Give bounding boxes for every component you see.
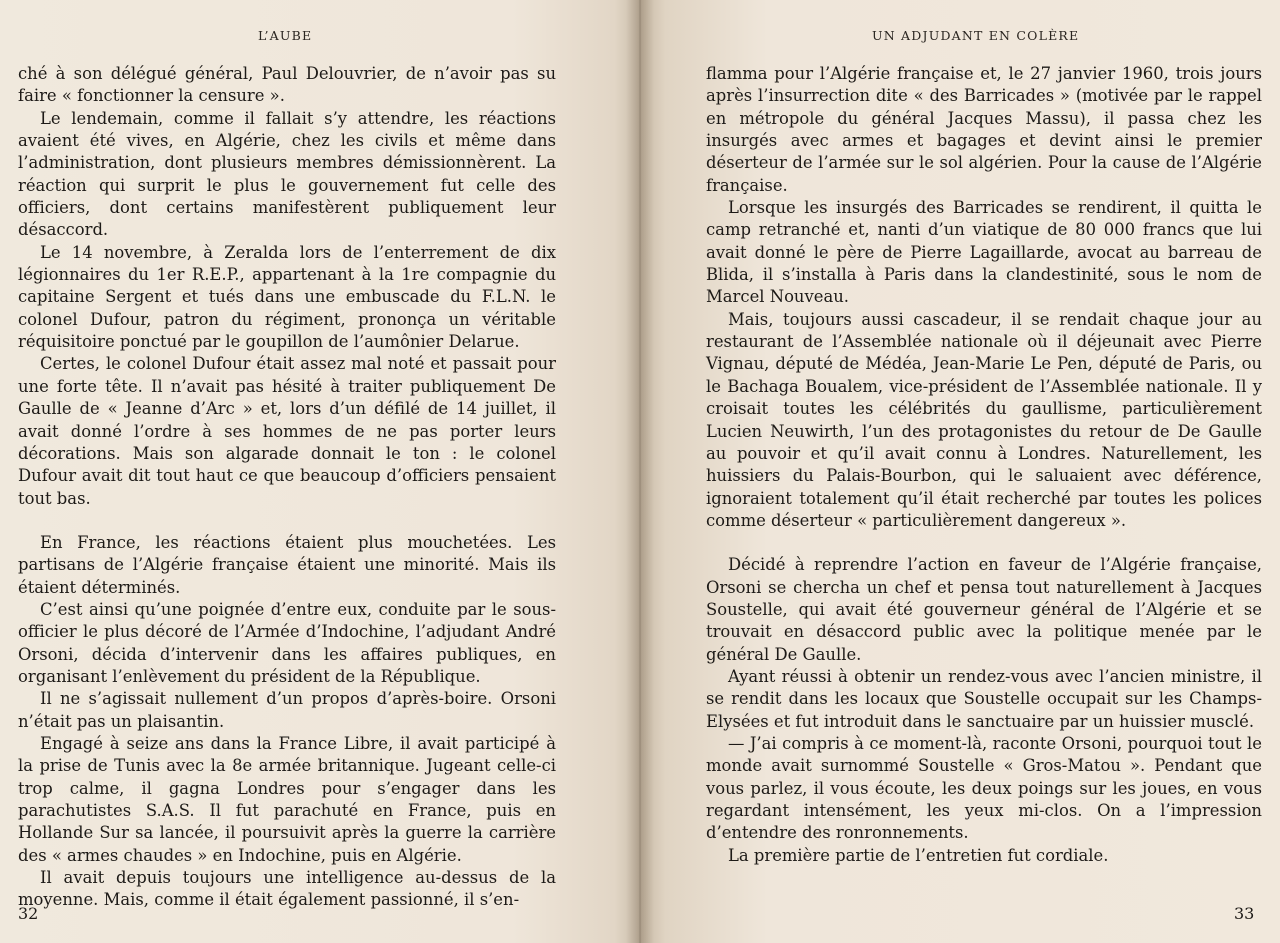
page-number-left: 32 (18, 904, 39, 923)
paragraph: En France, les réactions étaient plus mouchetées. Les partisans de l’Algérie française étaient une minorité. Mais ils étaient déterminés. (18, 532, 556, 597)
paragraph: — J’ai compris à ce moment-là, raconte Orsoni, pourquoi tout le monde avait surnommé Soustelle « Gros-Matou ». Pendant que vous parlez, il vous écoute, les deux poings sur les joues, en vous regardant intensément, les yeux mi-clos. On a l’impression d’entendre des ronronnements. (706, 733, 1262, 843)
paragraph: Il ne s’agissait nullement d’un propos d’après-boire. Orsoni n’était pas un plaisantin. (18, 689, 556, 731)
paragraph: Le lendemain, comme il fallait s’y attendre, les réactions avaient été vives, en Algérie, chez les civils et même dans l’administration, dont plusieurs membres démissionnèrent. La réaction qui surprit le plus le gouvernement fut celle des officiers, dont certains manifestèrent publiquement leur désaccord. (18, 108, 556, 240)
paragraph: Il avait depuis toujours une intelligence au-dessus de la moyenne. Mais, comme il était également passionné, il s’en- (18, 868, 556, 910)
book-gutter (626, 0, 654, 943)
page-number-right: 33 (1234, 904, 1255, 923)
paragraph: flamma pour l’Algérie française et, le 27 janvier 1960, trois jours après l’insurrection dite « des Barricades » (motivée par le rappel en métropole du général Jacques Massu), il passa chez les insurgés avec armes et bagages et devint ainsi le premier déserteur de l’armée sur le sol algérien. Pour la cause de l’Algérie française. (706, 64, 1262, 195)
paragraph: C’est ainsi qu’une poignée d’entre eux, conduite par le sous-officier le plus décoré de l’Armée d’Indochine, l’adjudant André Orsoni, décida d’intervenir dans les affaires publiques, en organisant l’enlèvement du président de la République. (18, 599, 556, 686)
right-page (640, 0, 1280, 943)
paragraph: Mais, toujours aussi cascadeur, il se rendait chaque jour au restaurant de l’Assemblée nationale où il déjeunait avec Pierre Vignau, député de Médéa, Jean-Marie Le Pen, député de Paris, ou le Bachaga Boualem, vice-président de l’Assemblée nationale. Il y croisait toutes les célébrités du gaullisme, particulièrement Lucien Neuwirth, l’un des protagonistes du retour de De Gaulle au pouvoir et qu’il avait connu à Londres. Naturellement, les huissiers du Palais-Bourbon, qui le saluaient avec déférence, ignoraient totalement qu’il était recherché par toutes les polices comme déserteur « particulièrement dangereux ». (706, 309, 1262, 530)
running-head-left: L’AUBE (258, 28, 313, 43)
running-head-right: UN ADJUDANT EN COLÈRE (872, 28, 1080, 43)
paragraph: La première partie de l’entretien fut cordiale. (728, 845, 1109, 865)
paragraph: Lorsque les insurgés des Barricades se rendirent, il quitta le camp retranché et, nanti d’un viatique de 80 000 francs que lui avait donné le père de Pierre Lagaillarde, avocat au barreau de Blida, il s’installa à Paris dans la clandestinité, sous le nom de Marcel Nouveau. (706, 198, 1262, 307)
right-page-body (706, 63, 1262, 867)
left-page-body (18, 63, 556, 912)
paragraph: ché à son délégué général, Paul Delouvrier, de n’avoir pas su faire « fonctionner la censure ». (18, 64, 556, 106)
paragraph: Décidé à reprendre l’action en faveur de l’Algérie française, Orsoni se chercha un chef et pensa tout naturellement à Jacques Soustelle, qui avait été gouverneur général de l’Algérie et se trouvait en désaccord public avec la politique menée par le général De Gaulle. (706, 555, 1262, 664)
paragraph: Engagé à seize ans dans la France Libre, il avait participé à la prise de Tunis avec la 8e armée britannique. Jugeant celle-ci trop calme, il gagna Londres pour s’engager dans les parachutistes S.A.S. Il fut parachuté en France, puis en Hollande Sur sa lancée, il poursuivit après la guerre la carrière des « armes chaudes » en Indochine, puis en Algérie. (18, 733, 556, 865)
paragraph: Ayant réussi à obtenir un rendez-vous avec l’ancien ministre, il se rendit dans les locaux que Soustelle occupait sur les Champs-Elysées et fut introduit dans le sanctuaire par un huissier musclé. (706, 666, 1262, 731)
paragraph: Certes, le colonel Dufour était assez mal noté et passait pour une forte tête. Il n’avait pas hésité à traiter publiquement De Gaulle de « Jeanne d’Arc » et, lors d’un défilé de 14 juillet, il avait donné l’ordre à ses hommes de ne pas porter leurs décorations. Mais son algarade donnait le ton : le colonel Dufour avait dit tout haut ce que beaucoup d’officiers pensaient tout bas. (18, 354, 556, 508)
paragraph: Le 14 novembre, à Zeralda lors de l’enterrement de dix légionnaires du 1er R.E.P., appartenant à la 1re compagnie du capitaine Sergent et tués dans une embuscade du F.L.N. le colonel Dufour, patron du régiment, prononça un véritable réquisitoire ponctué par le goupillon de l’aumônier Delarue. (18, 242, 556, 352)
